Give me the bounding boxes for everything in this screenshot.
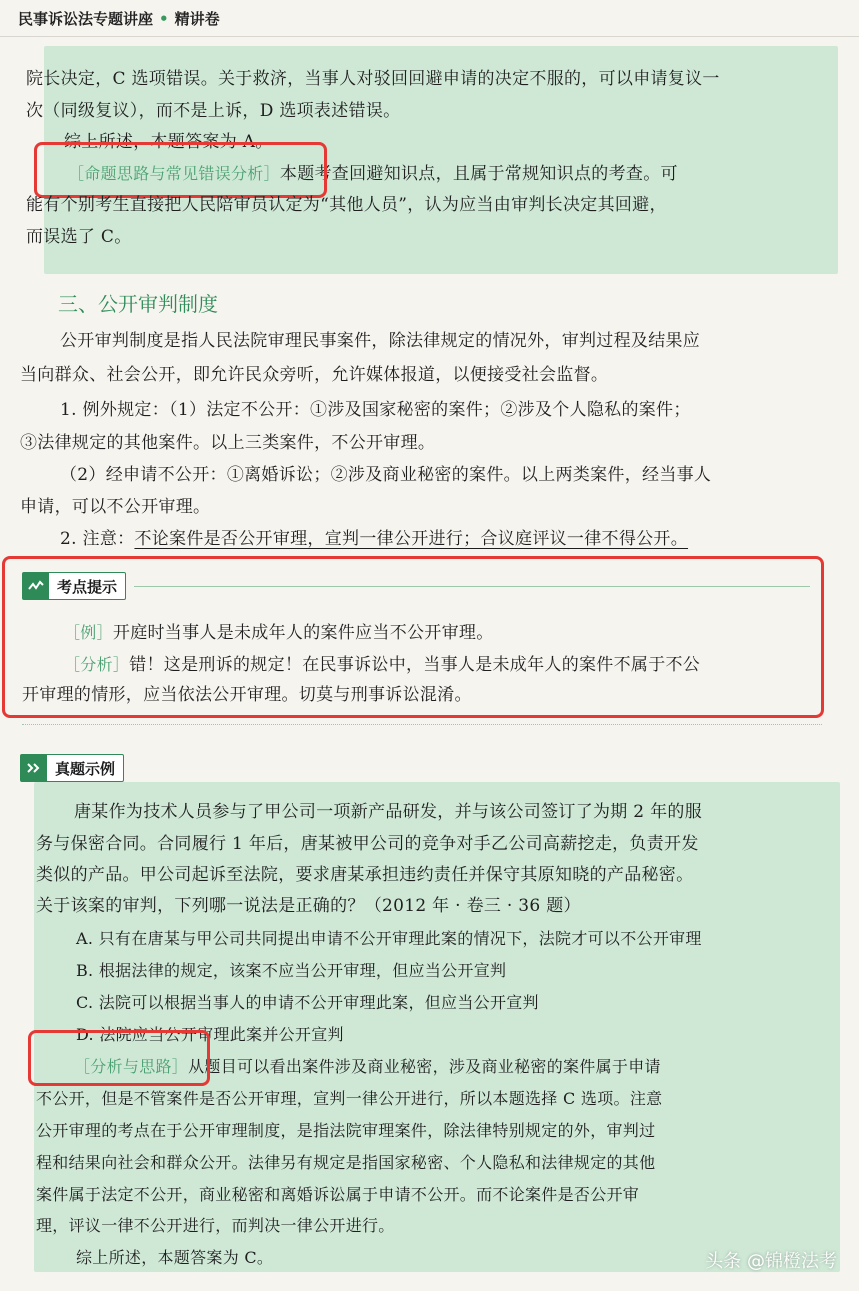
watermark: 头条 @锦橙法考	[705, 1251, 837, 1272]
key-point-badge	[22, 572, 126, 600]
example-tag: ［例］	[64, 623, 113, 642]
top-line-6: 而误选了 C。	[26, 227, 132, 247]
highlight-box-analysis-approach	[28, 1030, 210, 1086]
answer-line-6: 理，评议一律不公开进行，而判决一律公开进行。	[36, 1216, 395, 1235]
para-1-line-2: 当向群众、社会公开，即允许民众旁听，允许媒体报道，以便接受社会监督。	[20, 365, 609, 385]
answer-line-3: 公开审理的考点在于公开审理制度，是指法院审理案件，除法律特别规定的外，审判过	[36, 1121, 656, 1140]
para-3-line-1: （2）经申请不公开：①离婚诉讼；②涉及商业秘密的案件。以上两类案件，经当事人	[60, 465, 712, 485]
exam-example-label: 真题示例	[55, 759, 116, 778]
question-line-2: 务与保密合同。合同履行 1 年后，唐某被甲公司的竞争对手乙公司高薪挖走，负责开发	[36, 834, 699, 854]
trend-icon	[23, 573, 49, 599]
answer-line-2: 不公开，但是不管案件是否公开审理，宣判一律公开进行，所以本题选择 C 选项。注意	[36, 1089, 663, 1108]
option-c: C. 法院可以根据当事人的申请不公开审理此案，但应当公开宣判	[76, 993, 539, 1012]
header-separator: •	[159, 10, 169, 28]
answer-line-7: 综上所述，本题答案为 C。	[76, 1248, 274, 1267]
answer-line-4: 程和结果向社会和群众公开。法律另有规定是指国家秘密、个人隐私和法律规定的其他	[36, 1153, 656, 1172]
volume-label: 精讲卷	[174, 10, 220, 28]
page-header	[18, 8, 220, 29]
para-3-line-2: 申请，可以不公开审理。	[20, 497, 211, 517]
option-a: A. 只有在唐某与甲公司共同提出申请不公开审理此案的情况下，法院才可以不公开审理	[76, 929, 702, 948]
top-line-3: 综上所述，本题答案为 A。	[64, 132, 273, 152]
para-1-line-1: 公开审判制度是指人民法院审理民事案件，除法律规定的情况外，审判过程及结果应	[60, 331, 701, 351]
example-line	[64, 617, 494, 649]
analysis-line-1	[64, 649, 700, 681]
para-2-line-2: ③法律规定的其他案件。以上三类案件，不公开审理。	[20, 433, 436, 453]
top-line-1: 院长决定，C 选项错误。关于救济，当事人对驳回回避申请的决定不服的，可以申请复议一	[26, 69, 720, 89]
analysis-text-1: 错！这是刑诉的规定！在民事诉讼中，当事人是未成年人的案件不属于不公	[129, 655, 701, 675]
question-line-4: 关于该案的审判，下列哪一说法是正确的？（2012 年 · 卷三 · 36 题）	[36, 896, 581, 916]
option-b: B. 根据法律的规定，该案不应当公开审理，但应当公开宣判	[76, 961, 507, 980]
section-title: 三、公开审判制度	[58, 292, 218, 316]
option-d: D. 法院应当公开审理此案并公开宣判	[76, 1025, 344, 1044]
section-divider	[22, 724, 822, 725]
exam-example-badge	[20, 754, 124, 782]
header-rule	[0, 36, 859, 37]
example-text: 开庭时当事人是未成年人的案件应当不公开审理。	[112, 623, 494, 643]
note-underlined-text: 不论案件是否公开审理，宣判一律公开进行；合议庭评议一律不得公开。	[134, 529, 689, 549]
question-line-3: 类似的产品。甲公司起诉至法院，要求唐某承担违约责任并保守其原知晓的产品秘密。	[36, 865, 694, 885]
key-point-rule	[134, 586, 810, 587]
answer-line-5: 案件属于法定不公开，商业秘密和离婚诉讼属于申请不公开。而不论案件是否公开审	[36, 1185, 640, 1204]
analysis-approach-tag: ［分析与思路］	[74, 1057, 189, 1076]
key-point-label: 考点提示	[57, 577, 118, 596]
top-line-5: 能有个别考生直接把人民陪审员认定为“其他人员”，认为应当由审判长决定其回避，	[26, 195, 667, 215]
para-2-line-1: 1. 例外规定：（1）法定不公开：①涉及国家秘密的案件；②涉及个人隐私的案件；	[60, 400, 691, 420]
error-analysis-tag: ［命题思路与常见错误分析］	[68, 164, 280, 183]
para-4	[60, 524, 688, 555]
top-line-2: 次（同级复议），而不是上诉，D 选项表述错误。	[26, 101, 401, 121]
answer-text-1: 从题目可以看出案件涉及商业秘密，涉及商业秘密的案件属于申请	[188, 1057, 661, 1076]
top-line-4-text: 本题考查回避知识点，且属于常规知识点的考查。可	[279, 164, 678, 184]
book-title: 民事诉讼法专题讲座	[18, 10, 154, 28]
question-line-1: 唐某作为技术人员参与了甲公司一项新产品研发，并与该公司签订了为期 2 年的服	[74, 802, 703, 822]
analysis-line-2: 开审理的情形，应当依法公开审理。切莫与刑事诉讼混淆。	[22, 685, 472, 705]
double-chevron-icon	[21, 755, 47, 781]
analysis-tag: ［分析］	[64, 655, 130, 674]
note-prefix: 2. 注意：	[60, 529, 135, 549]
